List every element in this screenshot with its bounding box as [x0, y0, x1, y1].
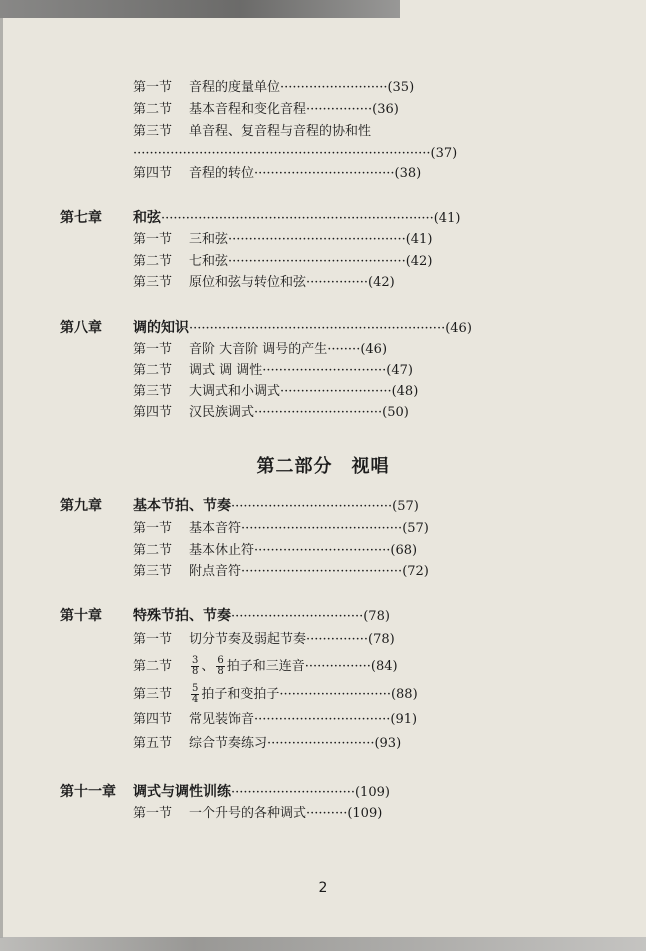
toc-section-6-3-page[interactable]: ········································································(37) — [133, 146, 458, 161]
toc-chapter-7[interactable]: 第七章 和弦··································································(41) — [60, 210, 461, 226]
scan-edge-left — [0, 18, 3, 938]
fraction-5-4: $\frac{5}{4}$ — [192, 683, 199, 705]
toc-section-10-3[interactable]: 第三节 $\frac{5}{4}$ 拍子和变拍子···························(88) — [133, 683, 418, 705]
toc-section-7-3[interactable]: 第三节 原位和弦与转位和弦···············(42) — [133, 275, 395, 290]
toc-section-8-3[interactable]: 第三节 大调式和小调式···························(48) — [133, 384, 419, 399]
toc-section-10-5[interactable]: 第五节 综合节奏练习··························(93) — [133, 736, 402, 751]
page-number: 2 — [318, 880, 328, 896]
toc-section-8-2[interactable]: 第二节 调式 调 调性······························(47) — [133, 363, 413, 378]
toc-section-9-2[interactable]: 第二节 基本休止符·································(68) — [133, 543, 418, 558]
toc-section-9-3[interactable]: 第三节 附点音符·······································(72) — [133, 564, 429, 579]
toc-chapter-10[interactable]: 第十章 特殊节拍、节奏································(78) — [60, 608, 390, 624]
toc-section-6-2[interactable]: 第二节 基本音程和变化音程················(36) — [133, 102, 399, 117]
toc-section-6-4[interactable]: 第四节 音程的转位··································(38) — [133, 166, 422, 181]
toc-section-8-4[interactable]: 第四节 汉民族调式·······························(50) — [133, 405, 409, 420]
toc-chapter-11[interactable]: 第十一章 调式与调性训练······························(109) — [60, 784, 390, 800]
toc-section-10-4[interactable]: 第四节 常见装饰音·································(91) — [133, 712, 418, 727]
toc-chapter-8[interactable]: 第八章 调的知识······························································(46) — [60, 320, 472, 336]
toc-section-8-1[interactable]: 第一节 音阶 大音阶 调号的产生········(46) — [133, 342, 388, 357]
toc-section-11-1[interactable]: 第一节 一个升号的各种调式··········(109) — [133, 806, 383, 821]
toc-section-6-3[interactable]: 第三节 单音程、复音程与音程的协和性 — [133, 124, 372, 139]
toc-section-7-1[interactable]: 第一节 三和弦···········································(41) — [133, 232, 433, 247]
toc-chapter-9[interactable]: 第九章 基本节拍、节奏·······································(57) — [60, 498, 419, 514]
part-title: 第二部分 视唱 — [256, 456, 390, 477]
toc-section-10-1[interactable]: 第一节 切分节奏及弱起节奏···············(78) — [133, 632, 395, 647]
toc-section-9-1[interactable]: 第一节 基本音符·······································(57) — [133, 521, 429, 536]
scan-edge-bottom — [0, 937, 646, 951]
fraction-3-8: $\frac{3}{8}$ — [192, 655, 199, 677]
scan-edge-top — [0, 0, 400, 18]
toc-section-6-1[interactable]: 第一节 音程的度量单位··························(35) — [133, 80, 415, 95]
fraction-6-8: $\frac{6}{8}$ — [217, 655, 224, 677]
toc-section-7-2[interactable]: 第二节 七和弦···········································(42) — [133, 254, 433, 269]
toc-section-10-2[interactable]: 第二节 $\frac{3}{8}$ 、 $\frac{6}{8}$ 拍子和三连音················(84) — [133, 655, 398, 677]
